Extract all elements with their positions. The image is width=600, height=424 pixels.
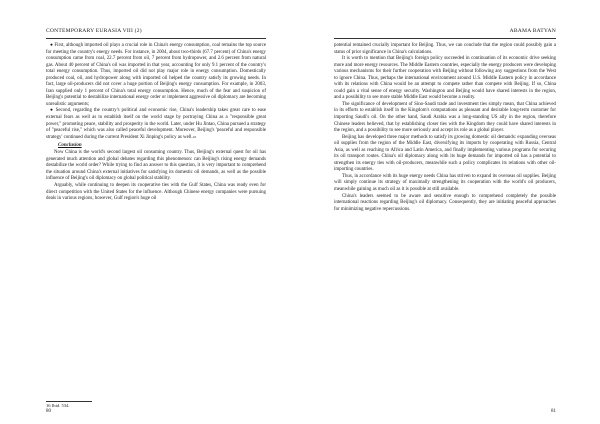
left-body — [46, 43, 266, 203]
page-number-right: 81 — [551, 409, 556, 414]
paragraph: Arguably, while continuing to deepen its cooperative ties with the Gulf States, China was ready even for direct competition with the United States for the influence. Although Chinese energy companies were pursuing deals in various regions, however, Gulf region's huge oil — [46, 183, 266, 202]
right-page — [300, 0, 600, 424]
section-heading-conclusion: Conclusion — [58, 142, 82, 148]
page-number-left: 80 — [46, 409, 51, 414]
bullet-second-text: ● Second, regarding the country's political and economic rise, China's leadership takes great care to ease external fears as well as to establish itself on the world stage by portraying China as a "responsible great power," promoting peace, stability and prosperity in the world. Later, under Hu Jintao, China pursued a strategy of "peaceful rise," which was also called peaceful development. Moreover, Beijing's 'peaceful and responsible strategy' continued during the current President Xi Jinping's policy as well. — [46, 108, 266, 140]
paragraph: potential remained crucially important for Beijing. Thus, we can conclude that the region could possibly gain a status of prior significance in China's calculations. — [334, 43, 556, 55]
running-head-left: CONTEMPORARY EURASIA VIII (2) — [46, 28, 142, 34]
footnote-ref: 16 — [192, 134, 197, 139]
header-rule-right — [334, 38, 556, 39]
footnote: 16 Ibid. 534. — [46, 403, 70, 408]
paragraph: It is worth to mention that Beijing's foreign policy succeeded in continuation of its economic drive seeking more and more energy resources. The Middle Eastern countries, especially the energy producers were developing various mechanisms for their further cooperation with Beijing without following any suggestions from the West to ignore China. Thus, perhaps the international environment around U.S. Middle Eastern policy in accordance with its relations with China would be an attempt to compete rather than compete with Beijing. If so, China could gain a vital sense of energy security. Washington and Beijing would have shared interests in the region, and a possibility to see more stable Middle East would become a reality. — [334, 56, 556, 101]
paragraph: Beijing has developed three major methods to satisfy its growing domestic oil demands: expanding overseas oil supplies from the region of the Middle East, diversifying its imports by cooperating with Russia, Central Asia, as well as reaching to Africa and Latin America, and finally implementing various programs for securing its oil transport routes. China's oil diplomacy along with its huge demands for imported oil has a potential to strengthen its energy ties with oil-producers, meanwhile such a policy complicates its relations with other oil-importing countries. — [334, 134, 556, 173]
paragraph: China's leaders seemed to be aware and sensitive enough to comprehend completely the possible international reactions regarding Beijing's oil diplomacy. Consequently, they are initiating peaceful approaches for minimizing negative repercussions. — [334, 193, 556, 212]
bullet-paragraph-second — [46, 108, 266, 141]
paragraph: The significance of development of Sino-Saudi trade and investment ties simply mean, that China achieved in its efforts to establish itself in the Kingdom's computations as pleasant and desirable long-term customer for importing Saudi's oil. On the other hand, Saudi Arabia was a long-standing US ally in the region, therefore Chinese leaders believed, that by establishing closer ties with the Kingdom they could have shared interests in the region, and a possibility to see more seriously and accept its role as a global player. — [334, 101, 556, 134]
paragraph: Now China is the world's second largest oil consuming country. Thus, Beijing's external quest for oil has generated much attention and global debates regarding this phenomenon: can Beijing's rising energy demands destabilize the world order? While trying to find an answer to this question, it is very important to comprehend the situation around China's external initiatives for satisfying its domestic oil demands, as well as the possible influence of Beijing's oil diplomacy on global political stability. — [46, 150, 266, 182]
running-head-right: ABAMA BATYAN — [509, 28, 556, 34]
header-rule-left — [46, 38, 266, 39]
footnote-rule — [46, 401, 92, 402]
right-body — [334, 43, 556, 213]
paragraph: Thus, in accordance with its huge energy needs China has striven to expand its overseas oil supplies. Beijing will simply continue its strategy of maximally strengthening its cooperation with the world's oil producers, meanwhile gaining as much oil as it is possible at still available. — [334, 173, 556, 193]
bullet-paragraph-first: ● First, although imported oil plays a crucial role in China's energy consumption, coal remains the top source for meeting the country's energy needs. For instance, in 2004, about two-thirds (67.7 percent) of China's energy consumption came from coal, 22.7 percent from oil, 7 percent from hydropower, and 2.6 percent from natural gas. About 40 percent of China's oil was imported in that year, accounting for only 9.1 percent of the country's total energy consumption. Thus, imported oil did not play major role in energy consumption. Domestically produced coal, oil, and hydropower along with imported oil helped the country satisfy its growing needs. In fact, large oil-producers did not cover a huge portion of Beijing's energy consumption. For example, in 2003, Iran supplied only 1 percent of China's total energy consumption. Hence, much of the fear and suspicion of Beijing's potential to destabilize international energy order or implement aggressive oil diplomacy are becoming unrealistic arguments; — [46, 43, 266, 107]
